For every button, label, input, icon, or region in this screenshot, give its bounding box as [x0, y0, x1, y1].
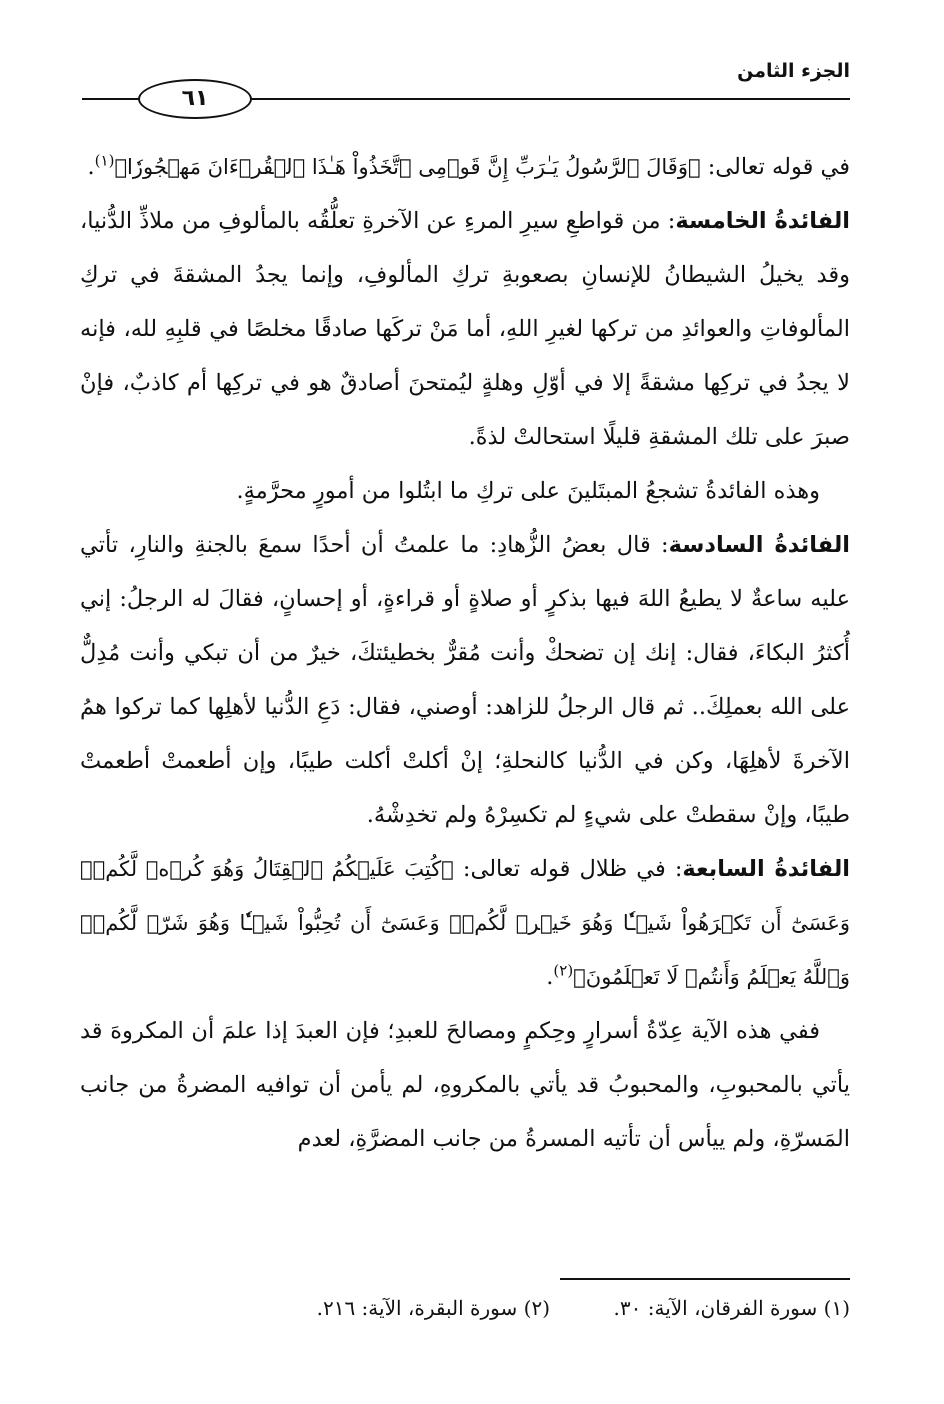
paragraph — [80, 194, 850, 464]
page-number: ٦١ — [138, 79, 252, 119]
quran-verse: ﴿وَقَالَ ٱلرَّسُولُ يَـٰرَبِّ إِنَّ قَوۡمِى ٱتَّخَذُواْ هَـٰذَا ٱلۡقُرۡءَانَ مَهۡجُورٗا﴾ — [114, 155, 701, 179]
footnotes — [80, 1278, 850, 1320]
body-text: وهذه الفائدةُ تشجعُ المبتَلينَ على تركِ ما ابتُلوا من أمورٍ محرَّمةٍ. — [236, 478, 820, 504]
paragraph — [80, 140, 850, 194]
paragraph — [80, 842, 850, 1004]
paragraph — [80, 518, 850, 842]
paragraph — [80, 1004, 850, 1166]
body-text: ففي هذه الآية عِدّةُ أسرارٍ وحِكمٍ ومصالحَ للعبدِ؛ فإن العبدَ إذا علمَ أن المكروهَ قد يأتي بالمحبوبِ، والمحبوبُ قد يأتي بالمكروهِ، لم يأمن أن توافيه المضرةُ من جانب المَسرّةِ، ولم ييأس أن تأتيه المسرةُ من جانب المضرَّةِ، لعدم — [80, 1018, 850, 1152]
benefit-heading: الفائدةُ السابعة — [682, 856, 850, 882]
footnote-2: (٢) سورة البقرة، الآية: ٢١٦. — [316, 1296, 550, 1320]
body-text: . — [87, 154, 95, 180]
paragraph — [80, 464, 850, 518]
footnote-rule — [560, 1278, 850, 1280]
footnote-marker: (٢) — [553, 961, 574, 980]
body-text: في قوله تعالى: — [700, 154, 850, 180]
body-text: : من قواطعِ سيرِ المرءِ عن الآخرةِ تعلُّقُه بالمألوفِ من ملاذِّ الدُّنيا، وقد يخيلُ الشيطانُ للإنسانِ بصعوبةِ تركِ المألوفِ، وإنما يجدُ المشقةَ في تركِ المألوفاتِ والعوائدِ من تركها لغيرِ اللهِ، أما مَنْ تركَها صادقًا مخلصًا في قلبِهِ لله، فإنه لا يجدُ في تركِها مشقةً إلا في أوّلِ وهلةٍ ليُمتحنَ أصادقٌ هو في تركِها أم كاذبٌ، فإنْ صبرَ على تلك المشقةِ قليلًا استحالتْ لذةً. — [80, 208, 850, 450]
footnote-row — [80, 1296, 850, 1320]
benefit-heading: الفائدةُ الخامسة — [675, 208, 850, 234]
footnote-marker: (١) — [94, 151, 115, 170]
body-text: : في ظلال قوله تعالى: — [453, 856, 683, 882]
benefit-heading: الفائدةُ السادسة — [668, 532, 851, 558]
part-title: الجزء الثامن — [737, 60, 850, 82]
quran-verse: ﴿كُتِبَ عَلَيۡكُمُ ٱلۡقِتَالُ وَهُوَ كُرۡهٞ لَّكُمۡۖ وَعَسَىٰٓ أَن تَكۡرَهُواْ شَيۡـٔٗا وَهُوَ خَيۡرٞ لَّكُمۡۖ وَعَسَىٰٓ أَن تُحِبُّواْ شَيۡـٔٗا وَهُوَ شَرّٞ لَّكُمۡۚ وَٱللَّهُ يَعۡلَمُ وَأَنتُمۡ لَا تَعۡلَمُونَ﴾ — [80, 857, 850, 989]
footnote-1: (١) سورة الفرقان، الآية: ٣٠. — [613, 1296, 850, 1320]
body-text: . — [546, 964, 554, 990]
body-text: : قال بعضُ الزُّهادِ: ما علمتُ أن أحدًا سمعَ بالجنةِ والنارِ، تأتي عليه ساعةٌ لا يطيعُ اللهَ فيها بذكرٍ أو صلاةٍ أو قراءةٍ، أو إحسانٍ، فقالَ له الرجلُ: إني أُكثرُ البكاءَ، فقال: إنك إن تضحكْ وأنت مُقرٌّ بخطيئتكَ، خيرٌ من أن تبكي وأنت مُدِلٌّ على الله بعملِكَ.. ثم قال الرجلُ للزاهد: أوصني، فقال: دَعِ الدُّنيا لأهلِها كما تركوا همُ الآخرةَ لأهلِهَا، وكن في الدُّنيا كالنحلةِ؛ إنْ أكلتْ أكلت طيبًا، وإن أطعمتْ أطعمتْ طيبًا، وإنْ سقطتْ على شيءٍ لم تكسِرْهُ ولم تخدِشْهُ. — [80, 532, 850, 828]
page-body — [80, 140, 850, 1166]
page-header — [82, 58, 850, 118]
